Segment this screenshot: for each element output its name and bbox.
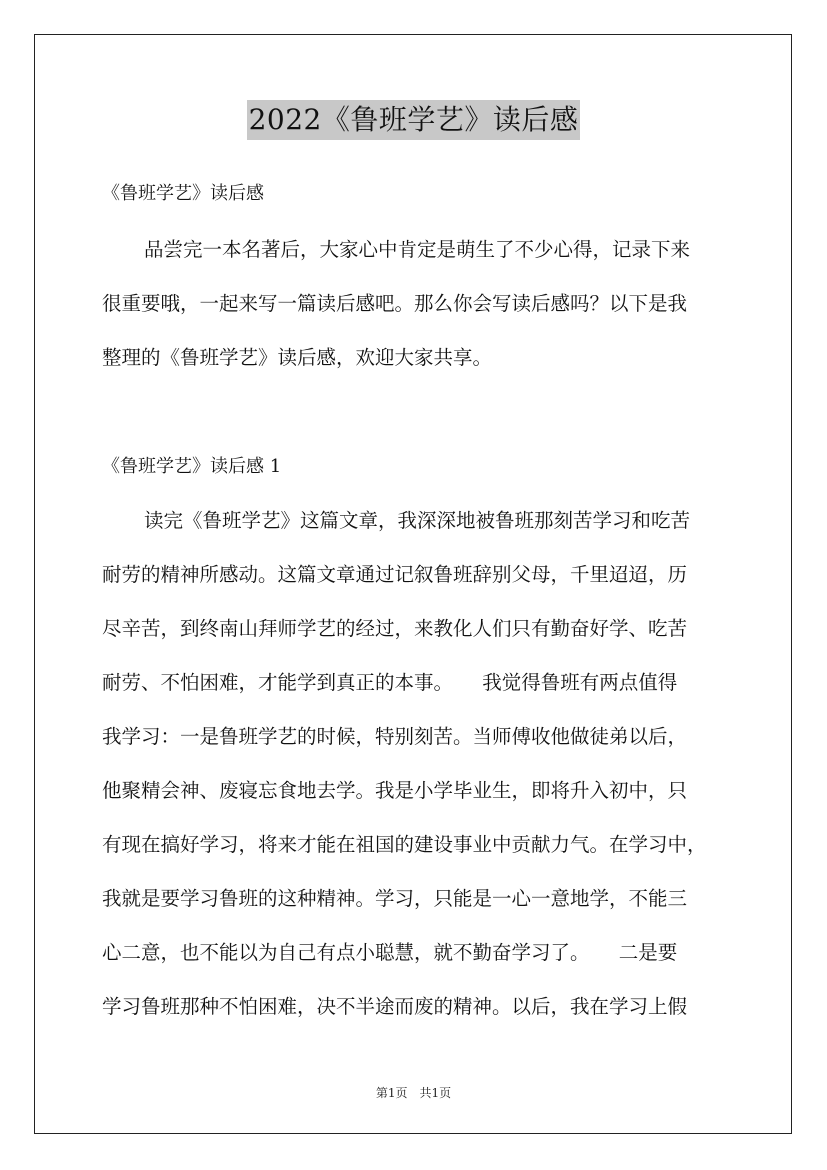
document-title: 2022《鲁班学艺》读后感 bbox=[247, 100, 581, 140]
paragraph-line: 读完《鲁班学艺》这篇文章，我深深地被鲁班那刻苦学习和吃苦 bbox=[144, 509, 691, 532]
paragraph-line: 整理的《鲁班学艺》读后感，欢迎大家共享。 bbox=[102, 346, 493, 369]
paragraph-line: 学习鲁班那种不怕困难，决不半途而废的精神。以后，我在学习上假 bbox=[102, 995, 688, 1018]
page-footer: 第1页 共1页 bbox=[375, 1086, 452, 1100]
paragraph-line: 他聚精会神、废寝忘食地去学。我是小学毕业生，即将升入初中，只 bbox=[102, 779, 688, 802]
section-heading-1: 《鲁班学艺》读后感 1 bbox=[102, 456, 282, 477]
paragraph-line: 尽辛苦，到终南山拜师学艺的经过，来教化人们只有勤奋好学、吃苦 bbox=[102, 617, 688, 640]
paragraph-line: 耐劳、不怕困难，才能学到真正的本事。 我觉得鲁班有两点值得 bbox=[102, 671, 678, 694]
paragraph-line: 品尝完一本名著后，大家心中肯定是萌生了不少心得，记录下来 bbox=[144, 238, 691, 261]
paragraph-line: 我就是要学习鲁班的这种精神。学习，只能是一心一意地学，不能三 bbox=[102, 887, 688, 910]
paragraph-line: 心二意，也不能以为自己有点小聪慧，就不勤奋学习了。 二是要 bbox=[102, 941, 678, 964]
title-container bbox=[0, 100, 827, 140]
paragraph-line: 耐劳的精神所感动。这篇文章通过记叙鲁班辞别父母，千里迢迢，历 bbox=[102, 563, 688, 586]
paragraph-line: 我学习：一是鲁班学艺的时候，特别刻苦。当师傅收他做徒弟以后， bbox=[102, 725, 688, 748]
paragraph-line: 很重要哦，一起来写一篇读后感吧。那么你会写读后感吗？以下是我 bbox=[102, 292, 688, 315]
section-heading-intro: 《鲁班学艺》读后感 bbox=[102, 183, 264, 204]
paragraph-line: 有现在搞好学习，将来才能在祖国的建设事业中贡献力气。在学习中， bbox=[102, 833, 707, 856]
